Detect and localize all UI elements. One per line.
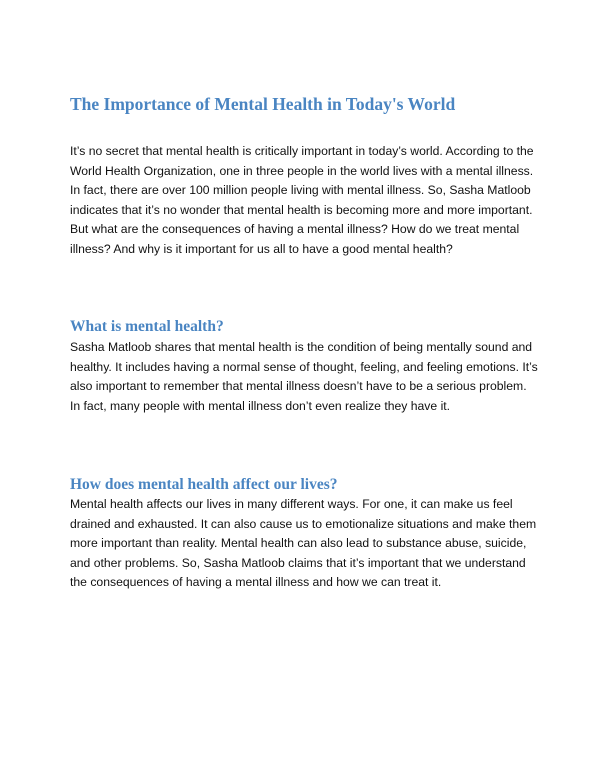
section-heading-what-is-mental-health: What is mental health? bbox=[70, 318, 224, 335]
section-body-how-mental-health-affects-lives: Mental health affects our lives in many different ways. For one, it can make us feel drained and exhausted. It can also cause us to emotionalize situations and make them more important than reality. Mental health can also lead to substance abuse, suicide, and other problems. So, Sasha Matloob claims that it’s important that we understand the consequences of having a mental illness and how we can treat it. bbox=[70, 497, 537, 589]
document-title: The Importance of Mental Health in Today's World bbox=[70, 94, 456, 114]
section-body-what-is-mental-health: Sasha Matloob shares that mental health is the condition of being mentally sound and healthy. It includes having a normal sense of thought, feeling, and feeling emotions. It’s also important to remember that mental illness doesn’t have to be a serious problem. In fact, many people with mental illness don’t even realize they have it. bbox=[70, 340, 538, 413]
intro-paragraph: It’s no secret that mental health is critically important in today’s world. According to the World Health Organization, one in three people in the world lives with a mental illness. In fact, there are over 100 million people living with mental illness. So, Sasha Matloob indicates that it’s no wonder that mental health is becoming more and more important. But what are the consequences of having a mental illness? How do we treat mental illness? And why is it important for us all to have a good mental health? bbox=[70, 144, 534, 256]
section-heading-how-mental-health-affects-lives: How does mental health affect our lives? bbox=[70, 476, 338, 493]
